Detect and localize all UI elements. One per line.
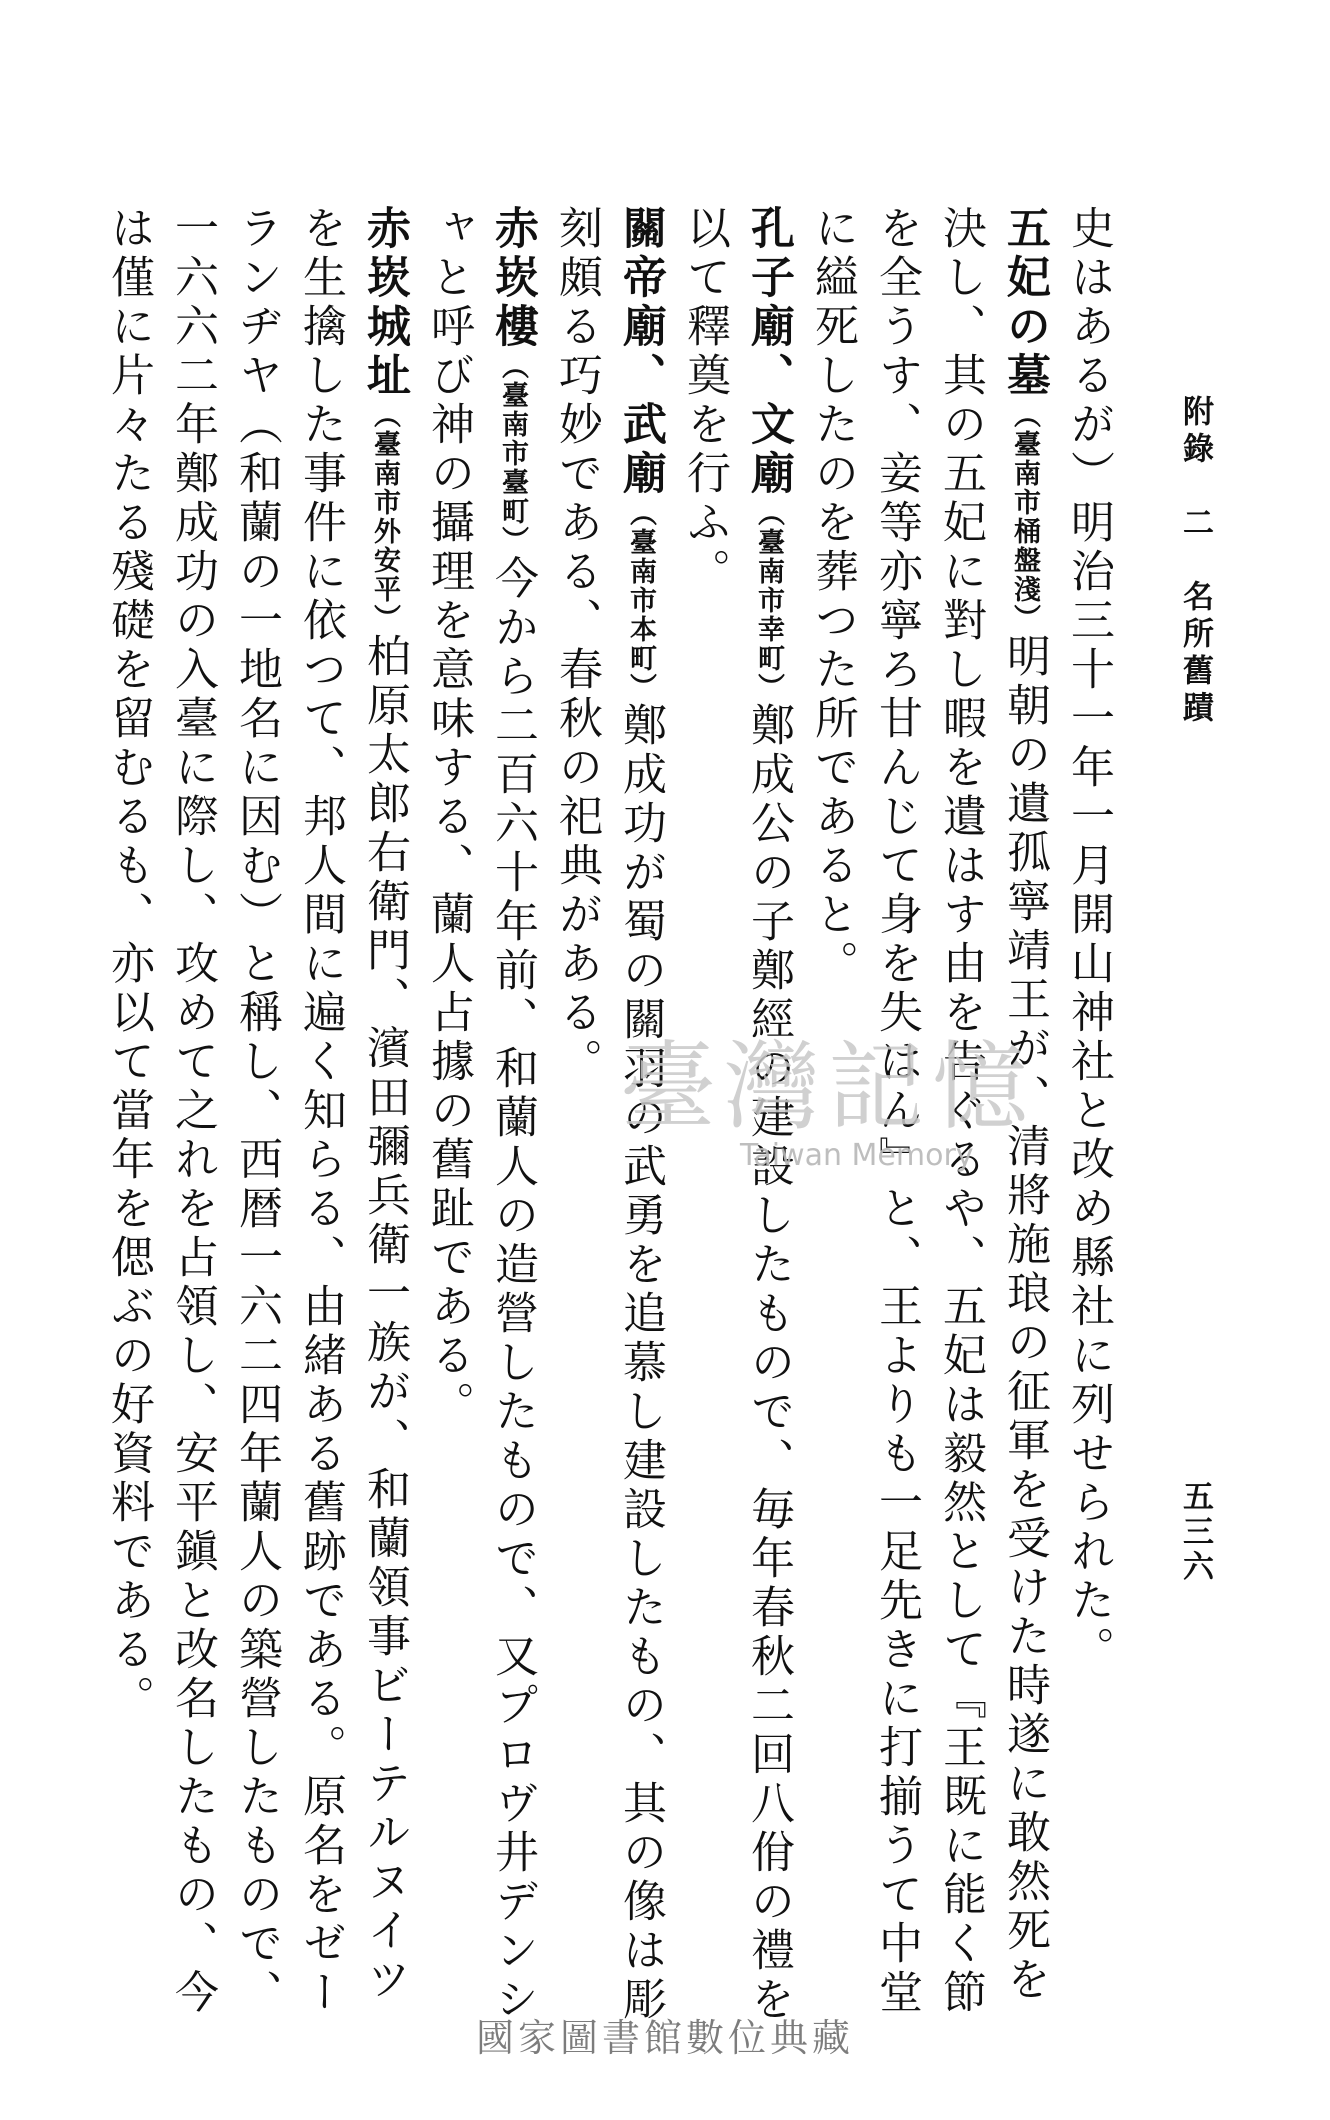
entry-heading: 孔子廟、文廟 bbox=[743, 205, 794, 499]
entry-confucius-temple bbox=[672, 205, 800, 2025]
entry-location-note: （臺南市幸町） bbox=[753, 499, 784, 702]
entry-location-note: （臺南市本町） bbox=[625, 499, 656, 702]
entry-location-note: （臺南市臺町） bbox=[497, 352, 528, 555]
entry-text: 明朝の遺孤寧靖王が、清將施琅の征軍を受けた時遂に敢然死を決し、其の五妃に對し暇を遺はす由を告ぐるや、五妃は毅然として『王既に能く節を全うす、妾等亦寧ろ甘んじて身を失はん』と、王よりも一足先きに打揃うて中堂に縊死したのを葬つた所であると。 bbox=[807, 205, 1050, 2018]
watermark-chinese: 臺灣記憶 bbox=[620, 1031, 1036, 1143]
footer-credit: 國家圖書館數位典藏 bbox=[475, 2016, 854, 2060]
main-text bbox=[103, 205, 1120, 2025]
entry-text: 鄭成功が蜀の關羽の武勇を追慕し建設したもの、其の像は彫刻頗る巧妙である、春秋の祀典がある。 bbox=[551, 205, 666, 2025]
entry-chihkan-castle-ruins bbox=[96, 205, 416, 2025]
entry-heading: 關帝廟、武廟 bbox=[615, 205, 666, 499]
paragraph-continuation bbox=[1056, 205, 1120, 2025]
entry-location-note: （臺南市外安平） bbox=[369, 401, 400, 633]
header-chapter: 二 bbox=[1177, 506, 1213, 543]
page-number: 五三六 bbox=[1177, 1480, 1213, 1585]
entry-text: 鄭成公の子鄭經の建設したもので、毎年春秋二回八佾の禮を以て釋奠を行ふ。 bbox=[679, 205, 794, 2025]
entry-chihkan-tower bbox=[416, 205, 544, 2025]
entry-heading: 赤崁城址 bbox=[359, 205, 410, 401]
paragraph-text: 史はあるが）明治三十一年一月開山神社と改め縣社に列せられた。 bbox=[1063, 205, 1114, 1675]
header-section: 附錄 bbox=[1177, 395, 1213, 469]
entry-five-concubines-tomb bbox=[800, 205, 1056, 2025]
watermark-english: Taiwan Memory bbox=[740, 1138, 974, 1173]
entry-heading: 五妃の墓 bbox=[999, 205, 1050, 401]
entry-guandi-temple bbox=[544, 205, 672, 2025]
running-head bbox=[1173, 395, 1218, 728]
entry-location-note: （臺南市桶盤淺） bbox=[1009, 401, 1040, 633]
entry-text: 今から二百六十年前、和蘭人の造營したもので、又プロヴ井デンシャと呼び神の攝理を意味する、蘭人占據の舊趾である。 bbox=[423, 205, 538, 2025]
header-title: 名所舊蹟 bbox=[1177, 580, 1213, 728]
entry-text: 柏原太郎右衛門、濱田彌兵衛一族が、和蘭領事ビーテルヌイツを生擒した事件に依つて、邦人間に遍く知らる、由緒ある舊跡である。原名をゼーランヂヤ（和蘭の一地名に因む）と稱し、西暦一六二四年蘭人の築營したもので、一六六二年鄭成功の入臺に際し、攻めて之れを占領し、安平鎭と改名したもの、今は僅に片々たる殘礎を留むるも、亦以て當年を偲ぶの好資料である。 bbox=[103, 205, 410, 2018]
entry-heading: 赤崁樓 bbox=[487, 205, 538, 352]
